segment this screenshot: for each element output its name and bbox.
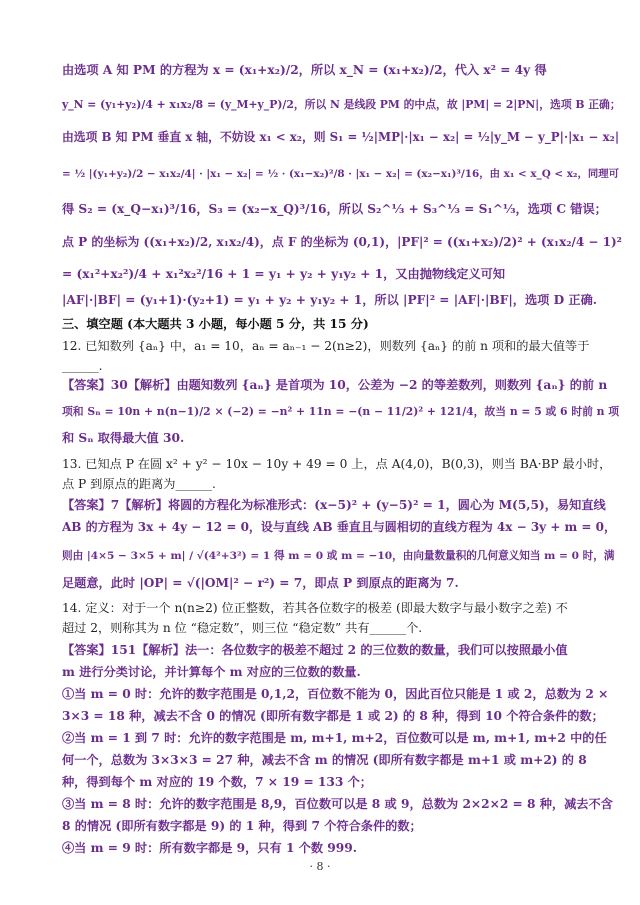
text-line: 由选项 B 知 PM 垂直 x 轴，不妨设 x₁ < x₂，则 S₁ = ½|MP|·|x₁ − x₂| = ½|y_M − y_P|·|x₁ − x₂| bbox=[62, 130, 620, 144]
answer-13-line: AB 的方程为 3x + 4y − 12 = 0，设与直线 AB 垂直且与圆相切的直线方程为 4x − 3y + m = 0， bbox=[62, 520, 617, 534]
text-line: = ½ |(y₁+y₂)/2 − x₁x₂/4| · |x₁ − x₂| = ½ · (x₁−x₂)²/8 · |x₁ − x₂| = (x₂−x₁)³/16，由 x₁ < x_Q < x₂，同理可 bbox=[62, 168, 620, 180]
answer-14-line: m 进行分类讨论，并计算每个 m 对应的三位数的数量. bbox=[62, 665, 361, 679]
page-number: · 8 · bbox=[309, 860, 331, 873]
answer-12-line: 【答案】30【解析】由题知数列 {aₙ} 是首项为 10，公差为 −2 的等差数列，则数列 {aₙ} 的前 n bbox=[62, 378, 608, 392]
answer-13-line: 【答案】7【解析】将圆的方程化为标准形式：(x−5)² + (y−5)² = 1，圆心为 M(5,5)，易知直线 bbox=[62, 498, 606, 512]
answer-14-line: 何一个，总数为 3×3×3 = 27 种，减去不含 m 的情况 (即所有数字都是 m+1 或 m+2) 的 8 bbox=[62, 753, 587, 767]
answer-14-line: 【答案】151【解析】法一：各位数字的极差不超过 2 的三位数的数量，我们可以按照最小值 bbox=[62, 643, 568, 657]
text-line: 点 P 的坐标为 ((x₁+x₂)/2, x₁x₂/4)，点 F 的坐标为 (0,1)，|PF|² = ((x₁+x₂)/2)² + (x₁x₂/4 − 1)² bbox=[62, 235, 622, 249]
text-line: = (x₁²+x₂²)/4 + x₁²x₂²/16 + 1 = y₁ + y₂ + y₁y₂ + 1，又由抛物线定义可知 bbox=[62, 267, 506, 281]
answer-14-line: ①当 m = 0 时：允许的数字范围是 0,1,2，百位数不能为 0，因此百位只能是 1 或 2，总数为 2 × bbox=[62, 687, 609, 701]
text-line: |AF|·|BF| = (y₁+1)·(y₂+1) = y₁ + y₂ + y₁y₂ + 1，所以 |PF|² = |AF|·|BF|，选项 D 正确. bbox=[62, 293, 598, 307]
text-line: y_N = (y₁+y₂)/4 + x₁x₂/8 = (y_M+y_P)/2，所以 N 是线段 PM 的中点，故 |PM| = 2|PN|，选项 B 正确； bbox=[62, 98, 621, 111]
answer-14-line: 8 的情况 (即所有数字都是 9) 的 1 种，得到 7 个符合条件的数； bbox=[62, 819, 422, 833]
answer-14-line: ③当 m = 8 时：允许的数字范围是 8,9，百位数可以是 8 或 9，总数为 2×2×2 = 8 种，减去不含 bbox=[62, 797, 613, 811]
section-heading: 三、填空题 (本大题共 3 小题，每小题 5 分，共 15 分) bbox=[62, 317, 369, 331]
answer-12-line: 项和 Sₙ = 10n + n(n−1)/2 × (−2) = −n² + 11n = −(n − 11/2)² + 121/4，故当 n = 5 或 6 时前 n 项 bbox=[62, 405, 620, 418]
text-line: 得 S₂ = (x_Q−x₁)³/16，S₃ = (x₂−x_Q)³/16，所以 S₂^⅓ + S₃^⅓ = S₁^⅓，选项 C 错误； bbox=[62, 202, 607, 216]
question-12-blank: ______. bbox=[62, 359, 103, 373]
answer-14-line: ④当 m = 9 时：所有数字都是 9，只有 1 个数 999. bbox=[62, 841, 357, 855]
answer-13-line: 足题意，此时 |OP| = √(|OM|² − r²) = 7，即点 P 到原点的距离为 7. bbox=[62, 576, 459, 590]
answer-14-line: 种，得到每个 m 对应的 19 个数，7 × 19 = 133 个； bbox=[62, 775, 372, 789]
question-13: 13. 已知点 P 在圆 x² + y² − 10x − 10y + 49 = 0 上，点 A(4,0)，B(0,3)，则当 BA·BP 最小时， bbox=[62, 457, 612, 471]
question-14-line: 超过 2，则称其为 n 位 “稳定数”，则三位 “稳定数” 共有______个. bbox=[62, 621, 423, 635]
answer-14-line: 3×3 = 18 种，减去不含 0 的情况 (即所有数字都是 1 或 2) 的 8 种，得到 10 个符合条件的数； bbox=[62, 709, 604, 723]
answer-14-line: ②当 m = 1 到 7 时：允许的数字范围是 m, m+1, m+2，百位数可以是 m, m+1, m+2 中的任 bbox=[62, 731, 607, 745]
answer-12-line: 和 Sₙ 取得最大值 30. bbox=[62, 431, 185, 445]
question-13-line: 点 P 到原点的距离为______. bbox=[62, 477, 216, 491]
question-14: 14. 定义：对于一个 n(n≥2) 位正整数，若其各位数字的极差 (即最大数字与最小数字之差) 不 bbox=[62, 601, 568, 615]
answer-13-line: 则由 |4×5 − 3×5 + m| / √(4²+3²) = 1 得 m = 0 或 m = −10，由向量数量积的几何意义知当 m = 0 时，满 bbox=[62, 550, 615, 562]
question-12: 12. 已知数列 {aₙ} 中，a₁ = 10，aₙ = aₙ₋₁ − 2(n≥2)，则数列 {aₙ} 的前 n 项和的最大值等于 bbox=[62, 339, 590, 353]
text-line: 由选项 A 知 PM 的方程为 x = (x₁+x₂)/2，所以 x_N = (x₁+x₂)/2，代入 x² = 4y 得 bbox=[62, 63, 547, 77]
